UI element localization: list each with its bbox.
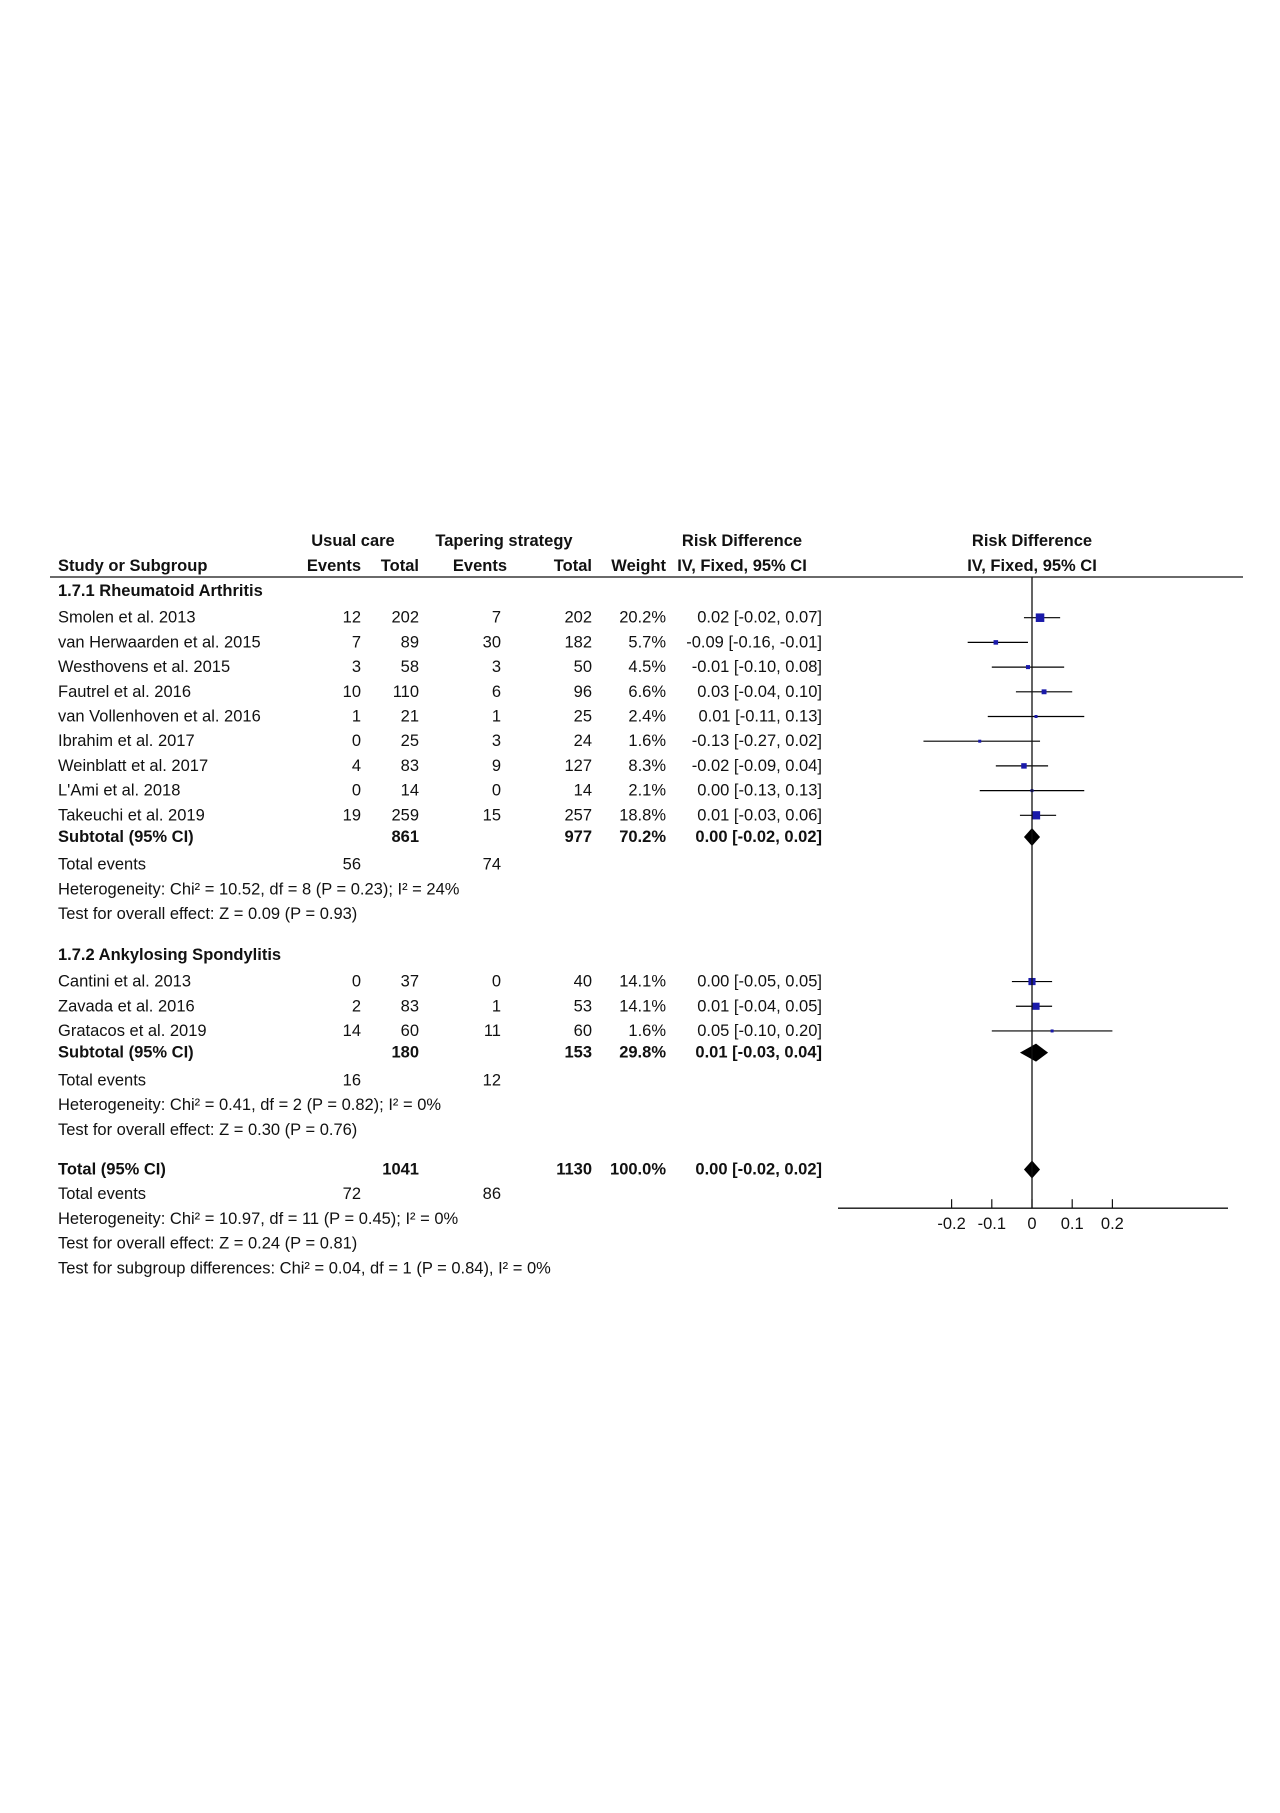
- subgroup-title: 1.7.2 Ankylosing Spondylitis: [58, 945, 282, 964]
- events-b: 1: [491, 997, 501, 1016]
- heterogeneity-text: Heterogeneity: Chi² = 0.41, df = 2 (P = 0.82); I² = 0%: [58, 1096, 442, 1115]
- header-col-study: Study or Subgroup: [58, 557, 208, 575]
- total-b: 25: [573, 707, 592, 726]
- total-b: 202: [564, 608, 592, 627]
- study-name: Gratacos et al. 2019: [58, 1021, 207, 1040]
- events-b: 3: [491, 732, 501, 751]
- weight: 2.1%: [628, 781, 666, 800]
- weight: 4.5%: [628, 658, 666, 677]
- total-a: 83: [400, 997, 419, 1016]
- subtotal-total-a: 180: [391, 1043, 419, 1062]
- total-events-b: 86: [482, 1185, 501, 1204]
- study-name: Cantini et al. 2013: [58, 972, 192, 991]
- events-a: 0: [351, 732, 361, 751]
- study-name: L'Ami et al. 2018: [58, 781, 181, 800]
- header-col-weight: Weight: [611, 557, 666, 575]
- total-total-a: 1041: [382, 1160, 419, 1179]
- study-marker: [994, 640, 999, 645]
- ci-text: -0.01 [-0.10, 0.08]: [691, 658, 822, 677]
- x-tick-label: -0.2: [937, 1215, 966, 1234]
- study-marker: [1036, 613, 1045, 622]
- total-b: 50: [573, 658, 592, 677]
- subgroup-title: 1.7.1 Rheumatoid Arthritis: [58, 582, 263, 600]
- events-a: 1: [351, 707, 361, 726]
- weight: 20.2%: [619, 608, 666, 627]
- total-a: 60: [400, 1021, 419, 1040]
- events-a: 0: [351, 781, 361, 800]
- ci-text: 0.01 [-0.11, 0.13]: [698, 707, 822, 726]
- events-b: 0: [491, 781, 501, 800]
- total-events-label: Total events: [58, 855, 147, 874]
- ci-text: 0.01 [-0.04, 0.05]: [697, 997, 822, 1016]
- events-b: 3: [491, 658, 501, 677]
- x-tick-label: 0.2: [1100, 1215, 1124, 1234]
- events-b: 0: [491, 972, 501, 991]
- header-col-total-a: Total: [380, 557, 419, 575]
- ci-text: -0.09 [-0.16, -0.01]: [686, 633, 822, 652]
- study-marker: [1021, 763, 1026, 768]
- total-weight: 100.0%: [610, 1160, 666, 1179]
- subgroup-diff-text: Test for subgroup differences: Chi² = 0.04, df = 1 (P = 0.84), I² = 0%: [58, 1259, 551, 1278]
- ci-text: 0.05 [-0.10, 0.20]: [697, 1021, 822, 1040]
- weight: 5.7%: [628, 633, 666, 652]
- events-a: 2: [351, 997, 361, 1016]
- header-col-total-b: Total: [553, 557, 592, 575]
- subtotal-ci-text: 0.00 [-0.02, 0.02]: [695, 828, 822, 846]
- total-a: 58: [400, 658, 419, 677]
- overall-effect-text: Test for overall effect: Z = 0.30 (P = 0.76): [58, 1120, 358, 1139]
- study-marker: [1042, 689, 1047, 694]
- total-a: 259: [391, 806, 419, 825]
- plot-area: [838, 577, 1228, 1233]
- events-b: 11: [483, 1021, 501, 1040]
- total-b: 53: [573, 997, 592, 1016]
- weight: 6.6%: [628, 682, 666, 701]
- study-name: Weinblatt et al. 2017: [58, 756, 209, 775]
- header-group-b: Tapering strategy: [435, 532, 573, 550]
- total-b: 40: [573, 972, 592, 991]
- header-effect-col: Risk Difference: [681, 532, 803, 550]
- events-a: 10: [342, 682, 361, 701]
- subtotal-total-b: 977: [564, 828, 592, 846]
- total-label: Total (95% CI): [58, 1160, 166, 1179]
- x-tick-label: 0.1: [1060, 1215, 1084, 1234]
- total-a: 110: [392, 682, 419, 701]
- events-a: 3: [351, 658, 361, 677]
- ci-text: 0.03 [-0.04, 0.10]: [697, 682, 822, 701]
- total-events-b: 12: [482, 1071, 501, 1090]
- weight: 2.4%: [628, 707, 666, 726]
- study-marker: [1032, 1003, 1039, 1010]
- events-a: 0: [351, 972, 361, 991]
- ci-text: 0.02 [-0.02, 0.07]: [697, 608, 822, 627]
- study-marker: [1051, 1029, 1054, 1032]
- events-b: 9: [491, 756, 501, 775]
- total-b: 60: [573, 1021, 592, 1040]
- x-tick-label: 0: [1027, 1215, 1037, 1234]
- total-a: 202: [391, 608, 419, 627]
- header-col-events-b: Events: [452, 557, 507, 575]
- total-events-b: 74: [482, 855, 501, 874]
- total-a: 89: [400, 633, 419, 652]
- header-group-a: Usual care: [311, 532, 395, 550]
- events-a: 19: [342, 806, 361, 825]
- total-events-a: 16: [342, 1071, 361, 1090]
- total-b: 96: [573, 682, 592, 701]
- total-b: 127: [564, 756, 592, 775]
- total-events-label: Total events: [58, 1185, 147, 1204]
- total-a: 83: [400, 756, 419, 775]
- header: [50, 532, 1243, 577]
- header-col-events-a: Events: [306, 557, 361, 575]
- events-a: 14: [342, 1021, 361, 1040]
- weight: 18.8%: [619, 806, 666, 825]
- header-effect-method: IV, Fixed, 95% CI: [677, 557, 807, 575]
- study-name: Smolen et al. 2013: [58, 608, 196, 627]
- study-name: Zavada et al. 2016: [58, 997, 195, 1016]
- events-a: 12: [342, 608, 361, 627]
- events-a: 7: [351, 633, 361, 652]
- events-a: 4: [351, 756, 361, 775]
- heterogeneity-text: Heterogeneity: Chi² = 10.52, df = 8 (P = 0.23); I² = 24%: [58, 880, 460, 899]
- study-marker: [978, 740, 981, 743]
- ci-text: -0.02 [-0.09, 0.04]: [691, 756, 822, 775]
- subtotal-ci-text: 0.01 [-0.03, 0.04]: [695, 1043, 822, 1062]
- events-b: 7: [491, 608, 501, 627]
- x-tick-label: -0.1: [977, 1215, 1007, 1234]
- ci-text: 0.01 [-0.03, 0.06]: [697, 806, 822, 825]
- ci-text: 0.00 [-0.05, 0.05]: [697, 972, 822, 991]
- total-ci-text: 0.00 [-0.02, 0.02]: [695, 1160, 822, 1179]
- total-total-b: 1130: [556, 1160, 592, 1179]
- subtotal-label: Subtotal (95% CI): [58, 1043, 194, 1062]
- study-name: Fautrel et al. 2016: [58, 682, 191, 701]
- total-b: 257: [564, 806, 592, 825]
- total-b: 14: [573, 781, 592, 800]
- overall-effect-text: Test for overall effect: Z = 0.24 (P = 0.81): [58, 1234, 358, 1253]
- table-rows: [58, 582, 822, 1277]
- total-events-label: Total events: [58, 1071, 147, 1090]
- subtotal-label: Subtotal (95% CI): [58, 828, 194, 846]
- events-b: 6: [491, 682, 501, 701]
- study-name: van Vollenhoven et al. 2016: [58, 707, 261, 726]
- study-name: Takeuchi et al. 2019: [58, 806, 205, 825]
- study-marker: [1026, 665, 1030, 669]
- total-a: 21: [400, 707, 419, 726]
- study-name: van Herwaarden et al. 2015: [58, 633, 261, 652]
- ci-text: -0.13 [-0.27, 0.02]: [691, 732, 822, 751]
- events-b: 15: [482, 806, 501, 825]
- total-b: 24: [573, 732, 592, 751]
- subtotal-weight: 70.2%: [619, 828, 666, 846]
- ci-text: 0.00 [-0.13, 0.13]: [697, 781, 822, 800]
- header-plot-method: IV, Fixed, 95% CI: [967, 557, 1097, 575]
- weight: 1.6%: [628, 1021, 666, 1040]
- events-b: 1: [491, 707, 501, 726]
- subtotal-total-a: 861: [391, 828, 419, 846]
- subtotal-total-b: 153: [564, 1043, 592, 1062]
- total-events-a: 72: [342, 1185, 361, 1204]
- heterogeneity-text: Heterogeneity: Chi² = 10.97, df = 11 (P = 0.45); I² = 0%: [58, 1209, 459, 1228]
- total-events-a: 56: [342, 855, 361, 874]
- subtotal-weight: 29.8%: [619, 1043, 666, 1062]
- study-name: Ibrahim et al. 2017: [58, 732, 195, 751]
- weight: 14.1%: [619, 972, 666, 991]
- study-marker: [1032, 811, 1040, 819]
- total-b: 182: [564, 633, 592, 652]
- weight: 14.1%: [619, 997, 666, 1016]
- subtotal-diamond: [1020, 1044, 1048, 1062]
- events-b: 30: [482, 633, 501, 652]
- header-plot-title: Risk Difference: [971, 532, 1093, 550]
- weight: 8.3%: [628, 756, 666, 775]
- total-a: 37: [400, 972, 419, 991]
- weight: 1.6%: [628, 732, 666, 751]
- study-marker: [1035, 715, 1038, 718]
- overall-effect-text: Test for overall effect: Z = 0.09 (P = 0.93): [58, 905, 358, 924]
- study-name: Westhovens et al. 2015: [58, 658, 231, 677]
- total-a: 14: [400, 781, 419, 800]
- total-a: 25: [400, 732, 419, 751]
